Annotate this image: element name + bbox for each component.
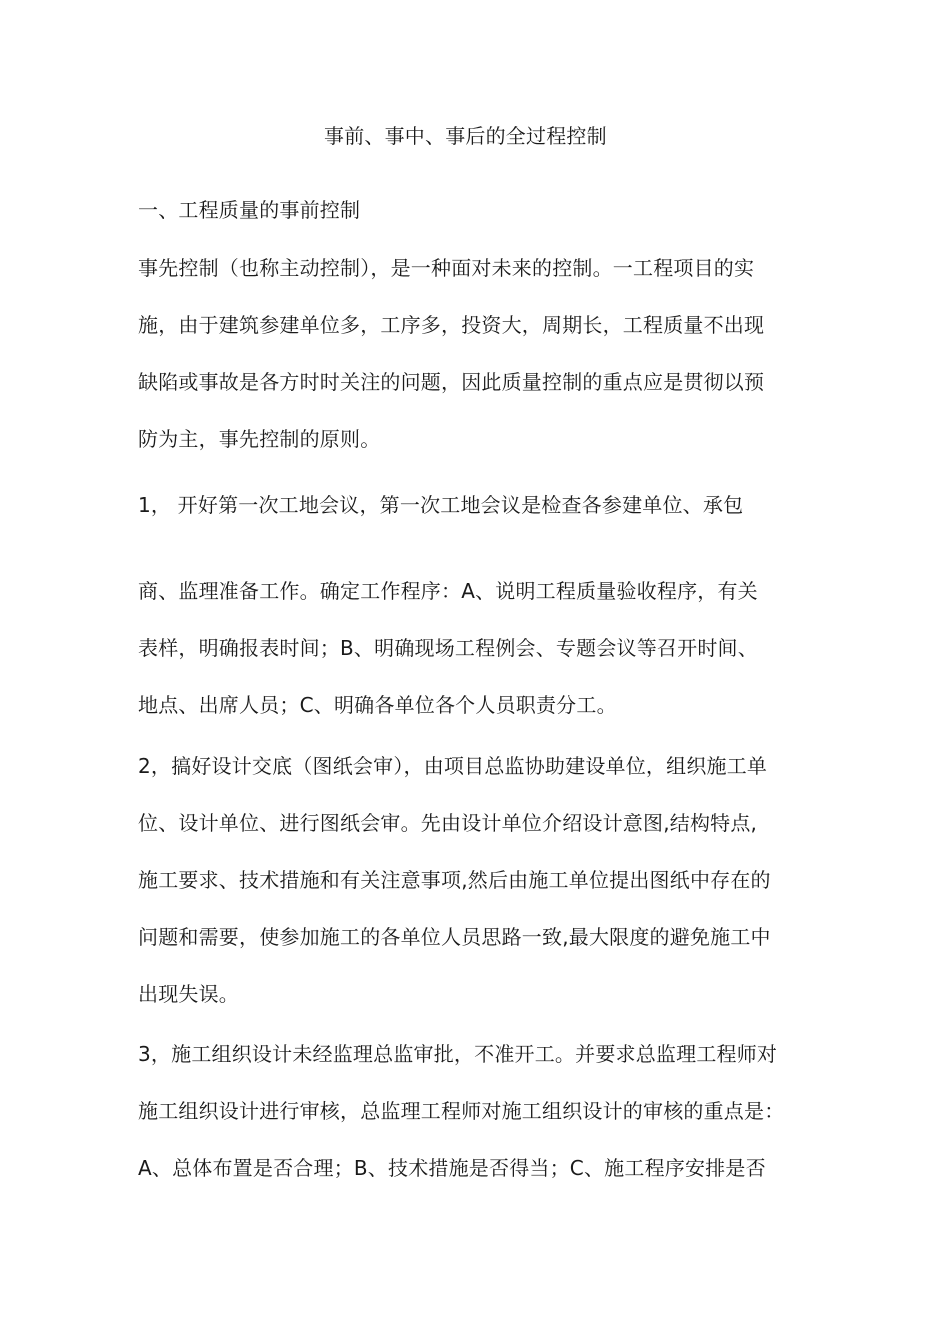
item2-line-1: 2，搞好设计交底（图纸会审），由项目总监协助建设单位，组织施工单	[138, 754, 768, 778]
item1-line-2: 商、监理准备工作。确定工作程序：A、说明工程质量验收程序，有关	[138, 579, 758, 603]
item1-line-4: 地点、出席人员；C、明确各单位各个人员职责分工。	[138, 693, 617, 717]
document-title: 事前、事中、事后的全过程控制	[324, 124, 607, 148]
intro-line-3: 缺陷或事故是各方时时关注的问题，因此质量控制的重点应是贯彻以预	[138, 370, 765, 394]
item1-line-3: 表样，明确报表时间；B、明确现场工程例会、专题会议等召开时间、	[138, 636, 758, 660]
section-heading: 一、工程质量的事前控制	[138, 198, 361, 222]
intro-line-1: 事先控制（也称主动控制），是一种面对未来的控制。一工程项目的实	[138, 256, 755, 280]
item2-line-3: 施工要求、技术措施和有关注意事项,然后由施工单位提出图纸中存在的	[138, 868, 771, 892]
item2-line-2: 位、设计单位、进行图纸会审。先由设计单位介绍设计意图,结构特点,	[138, 811, 758, 835]
item2-line-4: 问题和需要，使参加施工的各单位人员思路一致,最大限度的避免施工中	[138, 925, 771, 949]
item3-line-2: 施工组织设计进行审核，总监理工程师对施工组织设计的审核的重点是：	[138, 1099, 785, 1123]
item3-line-3: A、总体布置是否合理；B、技术措施是否得当；C、施工程序安排是否	[138, 1156, 766, 1180]
item1-line-1: 1， 开好第一次工地会议，第一次工地会议是检查各参建单位、承包	[138, 493, 744, 517]
intro-line-4: 防为主，事先控制的原则。	[138, 427, 381, 451]
item2-line-5: 出现失误。	[138, 982, 239, 1006]
item3-line-1: 3，施工组织设计未经监理总监审批，不准开工。并要求总监理工程师对	[138, 1042, 778, 1066]
intro-line-2: 施，由于建筑参建单位多，工序多，投资大，周期长，工程质量不出现	[138, 313, 765, 337]
